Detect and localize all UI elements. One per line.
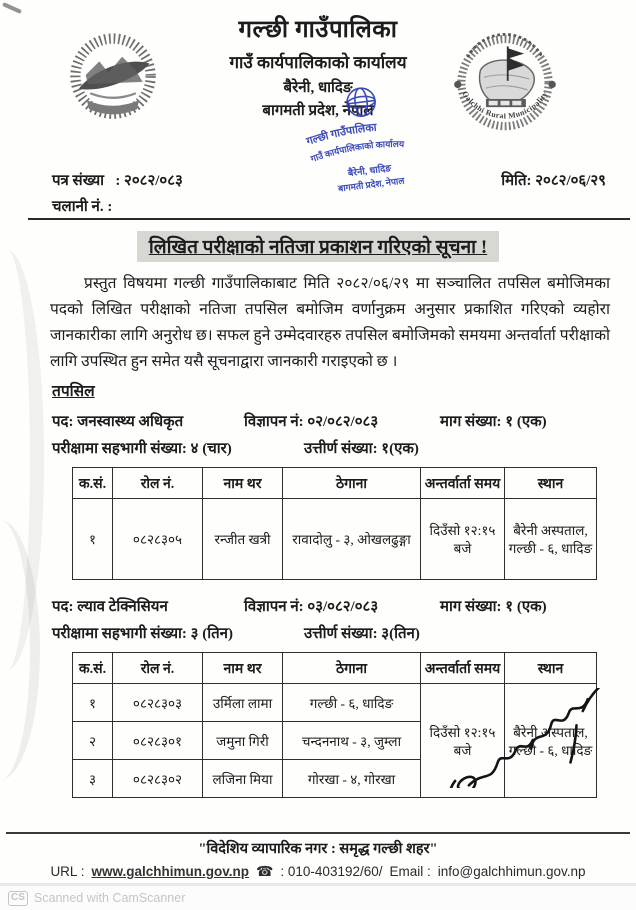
stamp-line2: गाउँ कार्यपालिकाको कार्यालय [309, 139, 405, 164]
col-roll: रोल नं. [113, 653, 203, 684]
col-venue: स्थान [505, 653, 597, 684]
post1-demand: माग संख्या: १ (एक) [440, 414, 547, 430]
meta-divider [28, 218, 630, 220]
handwritten-signature [428, 688, 623, 788]
url-label: URL : [50, 864, 85, 879]
dispatch-number: चलानी नं. : [52, 199, 113, 215]
cell-address: गल्छी - ६, धादिङ [283, 684, 421, 722]
cell-address: गोरखा - ४, गोरखा [283, 760, 421, 798]
ref-number [52, 170, 183, 190]
cell-venue: बैरेनी अस्पताल, गल्छी - ६, धादिङ [505, 499, 597, 580]
cell-name: लजिना मिया [203, 760, 283, 798]
cell-roll: ०८२८३०३ [113, 684, 203, 722]
email-address: info@galchhimun.gov.np [437, 864, 586, 879]
cell-address: चन्दननाथ - ३, जुम्ला [283, 722, 421, 760]
right-emblem-caption: Galchhi Rural Municipality [460, 89, 550, 121]
col-interview-time: अन्तर्वार्ता समय [421, 653, 505, 684]
letter-date [501, 170, 606, 190]
municipality-slogan: "विदेशिय व्यापारिक नगर : समृद्ध गल्छी शहर" [198, 841, 438, 857]
municipality-name: गल्छी गाउँपालिका [238, 17, 398, 43]
footer-divider [6, 832, 630, 834]
notice-title: लिखित परीक्षाको नतिजा प्रकाशन गरिएको सूचना ! [137, 231, 499, 262]
post2-participants: परीक्षामा सहभागी संख्या: ३ (तिन) [52, 626, 233, 642]
col-address: ठेगाना [283, 653, 421, 684]
cell-serial: १ [73, 499, 113, 580]
stamp-line3: बैरेनी, धादिङ [347, 164, 392, 180]
tapasil-heading: तपसिल [52, 383, 95, 400]
cell-roll: ०८२८३०२ [113, 760, 203, 798]
galchhi-municipality-emblem-icon [444, 30, 566, 148]
cell-name: जमुना गिरी [203, 722, 283, 760]
letterhead-text [153, 12, 483, 120]
cell-address: रावादोलु - ३, ओखलढुङ्गा [283, 499, 421, 580]
stamp-line4: बागमती प्रदेश, नेपाल [337, 175, 405, 194]
table-row [73, 499, 597, 580]
table-header-row [73, 468, 597, 499]
letter-meta [0, 160, 636, 216]
post1-result-table [72, 467, 597, 580]
camscanner-watermark [0, 886, 636, 910]
post1-title: पद: जनस्वास्थ्य अधिकृत [52, 414, 184, 430]
camscanner-text: Scanned with CamScanner [33, 891, 186, 905]
contact-line [0, 863, 636, 880]
col-interview-time: अन्तर्वार्ता समय [421, 468, 505, 499]
post2-info [52, 596, 610, 643]
col-name: नाम थर [203, 468, 283, 499]
office-place: बैरेनी, धादिङ [283, 80, 353, 96]
col-venue: स्थान [505, 468, 597, 499]
post2-demand: माग संख्या: १ (एक) [440, 599, 547, 615]
cell-roll: ०८२८३०१ [113, 722, 203, 760]
phone-icon: ☎ [255, 863, 274, 879]
date-value: २०८२/०६/२९ [535, 173, 606, 189]
post1-participants: परीक्षामा सहभागी संख्या: ४ (चार) [52, 441, 232, 457]
email-label: Email : [389, 864, 431, 879]
date-label: मिति: [501, 173, 532, 189]
table-header-row [73, 653, 597, 684]
camscanner-icon: CS [8, 891, 28, 906]
cell-interview-time: दिउँसो १२:१५ बजे [421, 684, 505, 798]
website-url: www.galchhimun.gov.np [91, 864, 249, 879]
cell-name: उर्मिला लामा [203, 684, 283, 722]
col-name: नाम थर [203, 653, 283, 684]
post2-advert-no: विज्ञापन नं: ०३/०८२/०८३ [244, 599, 379, 615]
ref-label: पत्र संख्या [52, 173, 105, 189]
cell-serial: ३ [73, 760, 113, 798]
col-roll: रोल नं. [113, 468, 203, 499]
col-address: ठेगाना [283, 468, 421, 499]
office-province: बागमती प्रदेश, नेपाल [262, 103, 374, 119]
cell-name: रन्जीत खत्री [203, 499, 283, 580]
post1-advert-no: विज्ञापन नं: ०२/०८२/०८३ [244, 414, 379, 430]
ref-value: : २०८२/०८३ [115, 173, 183, 189]
cell-venue: बैरेनी अस्पताल, गल्छी - ६, धादिङ [505, 684, 597, 798]
post1-passed: उत्तीर्ण संख्या: १(एक) [304, 441, 419, 457]
post2-passed: उत्तीर्ण संख्या: ३(तिन) [304, 626, 420, 642]
svg-text:गल्छी गाउँपालिका [303, 119, 379, 148]
phone-number: : 010-403192/60/ [280, 864, 383, 879]
cell-interview-time: दिउँसो १२:१५ बजे [421, 499, 505, 580]
cell-serial: १ [73, 684, 113, 722]
notice-body: प्रस्तुत विषयमा गल्छी गाउँपालिकाबाट मिति २०८२/०६/२९ मा सञ्चालित तपसिल बमोजिमका पदको लिखित परीक्षाको नतिजा तपसिल बमोजिम वर्णानुक्रम अनुसार प्रकाशित गरिएको व्यहोरा जानकारीका लागि अनुरोध छ। सफल हुने उम्मेदवारहरु तपसिल बमोजिमको समयमा अन्तर्वार्ता परीक्षाको लागि उपस्थित हुन समेत यसै सूचनाद्वारा जानकारी गराइएको छ । [50, 275, 610, 370]
cell-serial: २ [73, 722, 113, 760]
post1-info [52, 411, 610, 458]
office-name: गाउँ कार्यपालिकाको कार्यालय [229, 53, 407, 72]
col-serial: क.सं. [73, 653, 113, 684]
letter-footer [0, 832, 636, 880]
cell-roll: ०८२८३०५ [113, 499, 203, 580]
stamp-line1: गल्छी गाउँपालिका [304, 121, 378, 149]
col-serial: क.सं. [73, 468, 113, 499]
post2-title: पद: ल्याव टेक्निसियन [52, 599, 168, 615]
nepal-government-emblem-icon [56, 24, 170, 134]
